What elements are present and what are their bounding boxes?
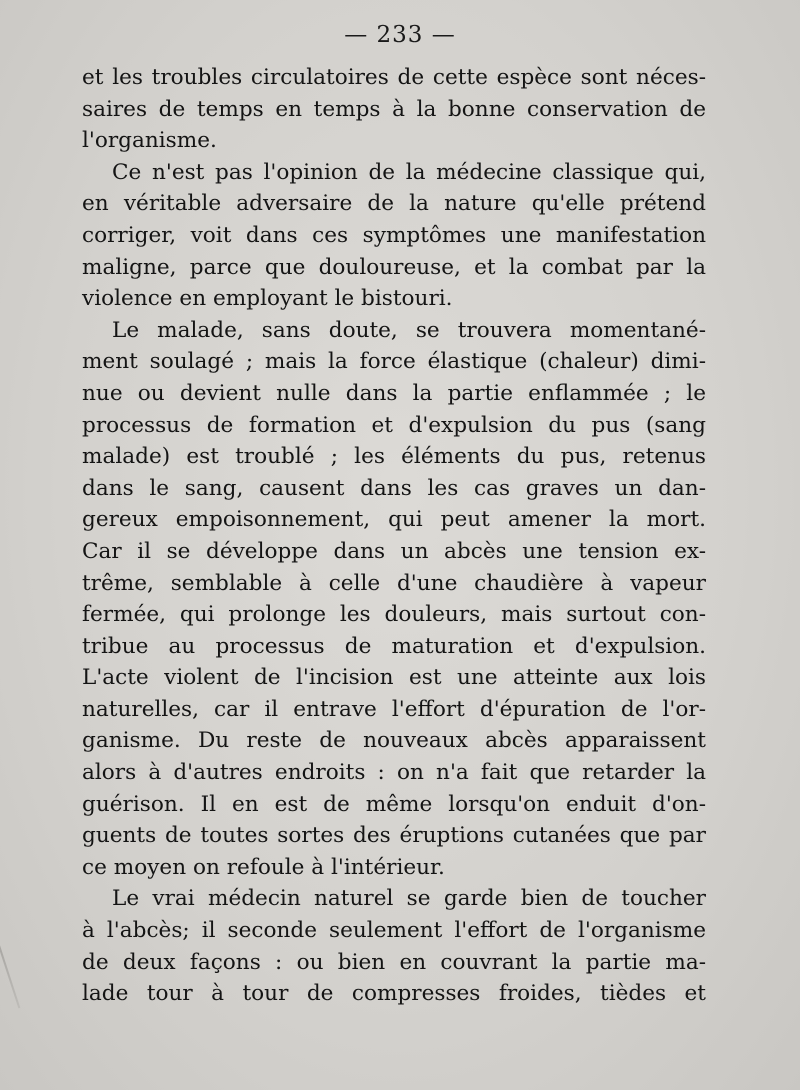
text-line: Le vrai médecin naturel se garde bien de toucher	[112, 886, 706, 912]
page-number: — 233 —	[344, 22, 456, 48]
paragraph-4	[82, 883, 706, 1009]
text-line: malade) est troublé ; les éléments du pus, retenus	[82, 444, 706, 470]
text-line: ce moyen on refoule à l'intérieur.	[82, 854, 445, 880]
text-line: de deux façons : ou bien en couvrant la partie ma-	[82, 949, 706, 975]
text-line: corriger, voit dans ces symptômes une manifestation	[82, 222, 706, 248]
text-line: violence en employant le bistouri.	[82, 286, 453, 312]
paragraph-1	[82, 62, 706, 157]
text-line: trême, semblable à celle d'une chaudière à vapeur	[82, 570, 706, 596]
text-line: guents de toutes sortes des éruptions cutanées que par	[82, 823, 706, 849]
text-line: tribue au processus de maturation et d'expulsion.	[82, 633, 706, 659]
text-line: Ce n'est pas l'opinion de la médecine classique qui,	[112, 159, 706, 185]
text-line: en véritable adversaire de la nature qu'elle prétend	[82, 191, 706, 217]
text-line: l'organisme.	[82, 128, 217, 154]
text-line: Car il se développe dans un abcès une tension ex-	[82, 538, 706, 564]
text-line: saires de temps en temps à la bonne conservation de	[82, 96, 706, 122]
text-line: maligne, parce que douloureuse, et la combat par la	[82, 254, 706, 280]
text-line: nue ou devient nulle dans la partie enflammée ; le	[82, 380, 706, 406]
paragraph-3	[82, 315, 706, 884]
text-line: gereux empoisonnement, qui peut amener la mort.	[82, 507, 706, 533]
paragraph-2	[82, 157, 706, 315]
text-line: et les troubles circulatoires de cette espèce sont néces-	[82, 65, 706, 90]
text-line: lade tour à tour de compresses froides, tièdes et	[82, 981, 706, 1007]
text-line: Le malade, sans doute, se trouvera momentané-	[112, 317, 706, 343]
text-line: processus de formation et d'expulsion du pus (sang	[82, 412, 706, 438]
text-line: naturelles, car il entrave l'effort d'épuration de l'or-	[82, 696, 706, 722]
text-line: ganisme. Du reste de nouveaux abcès apparaissent	[82, 728, 706, 754]
text-line: à l'abcès; il seconde seulement l'effort de l'organisme	[82, 918, 706, 944]
text-line: fermée, qui prolonge les douleurs, mais surtout con-	[82, 602, 706, 628]
text-line: alors à d'autres endroits : on n'a fait que retarder la	[82, 760, 706, 786]
text-line: ment soulagé ; mais la force élastique (chaleur) dimi-	[82, 349, 706, 375]
text-line: guérison. Il en est de même lorsqu'on enduit d'on-	[82, 791, 706, 817]
text-line: dans le sang, causent dans les cas graves un dan-	[82, 475, 706, 501]
body-text	[82, 62, 706, 1010]
margin-scratch-mark	[0, 932, 20, 1009]
text-line: L'acte violent de l'incision est une atteinte aux lois	[82, 665, 706, 691]
